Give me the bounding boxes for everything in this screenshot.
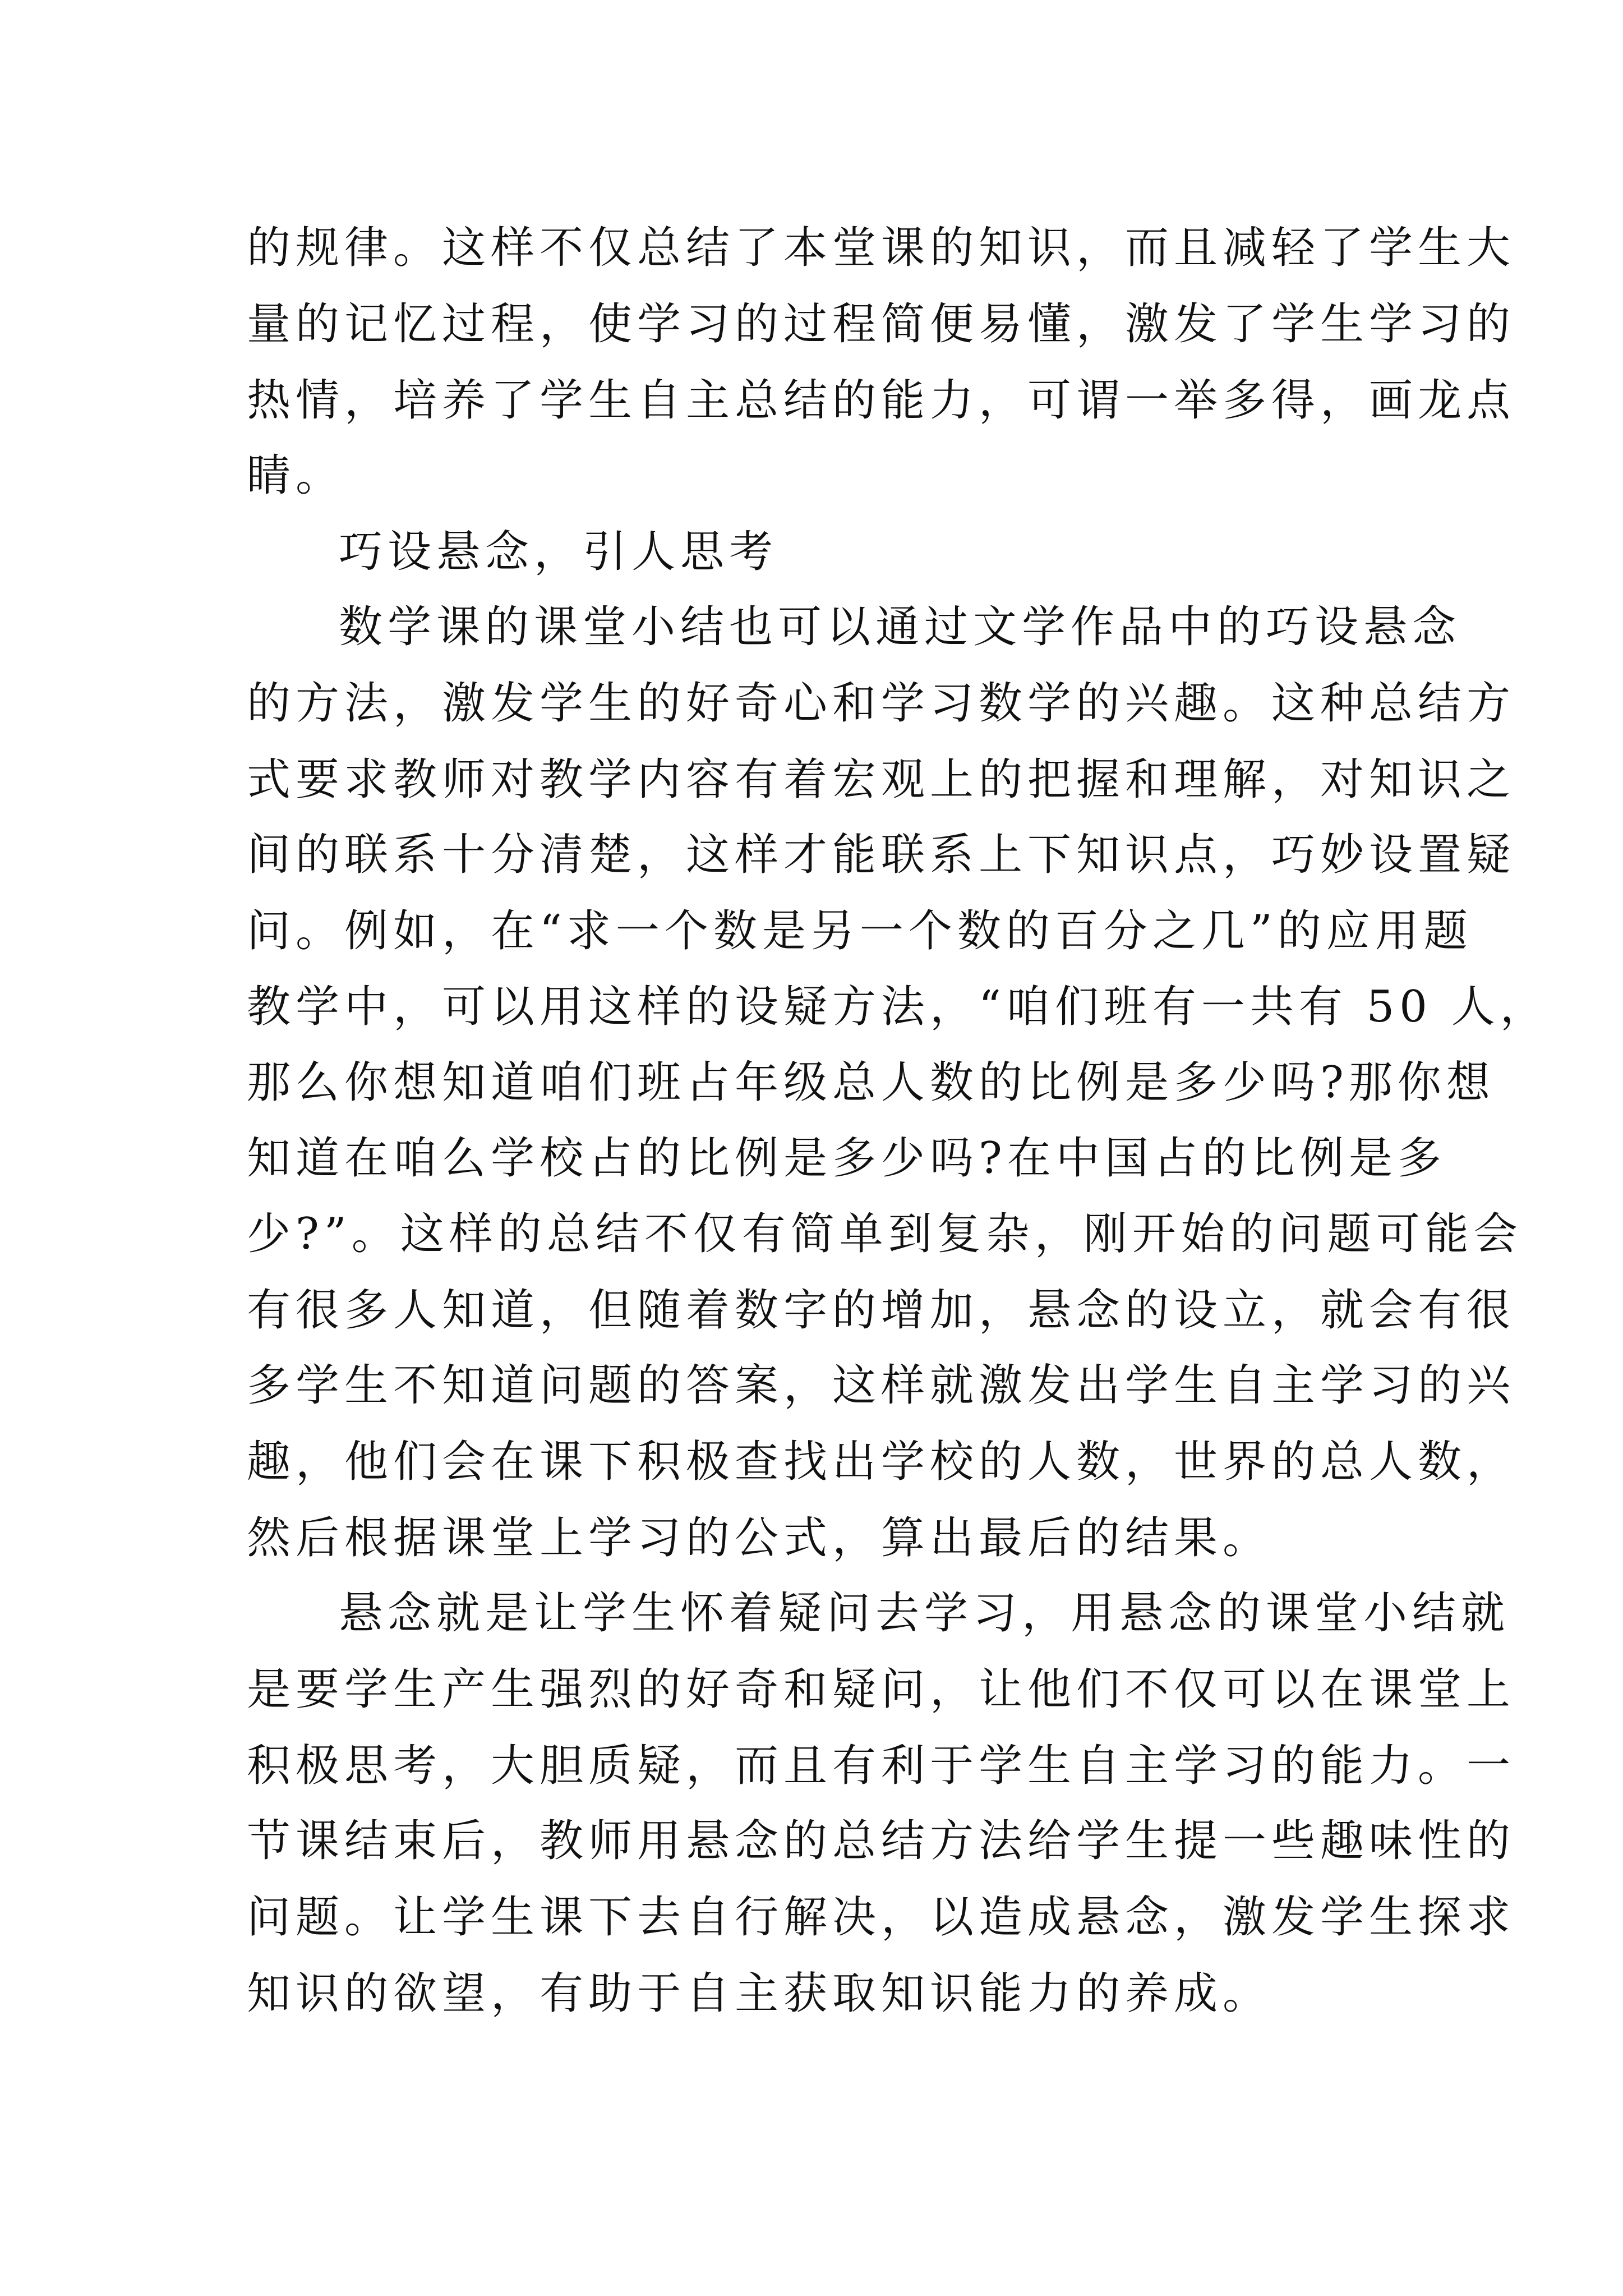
- text-line: 少?”。这样的总结不仅有简单到复杂，刚开始的问题可能会: [247, 1209, 1523, 1259]
- text-line: 积极思考，大胆质疑，而且有利于学生自主学习的能力。一: [247, 1741, 1516, 1791]
- text-line: 问题。让学生课下去自行解决，以造成悬念，激发学生探求: [247, 1892, 1516, 1943]
- text-line: 知道在咱么学校占的比例是多少吗?在中国占的比例是多: [247, 1133, 1446, 1184]
- text-line: 趣，他们会在课下积极查找出学校的人数，世界的总人数，: [247, 1437, 1516, 1487]
- text-line: 知识的欲望，有助于自主获取知识能力的养成。: [247, 1968, 1272, 2019]
- paragraph-first-line: 数学课的课堂小结也可以通过文学作品中的巧设悬念: [339, 602, 1461, 652]
- text-line: 那么你想知道咱们班占年级总人数的比例是多少吗?那你想: [247, 1057, 1495, 1108]
- text-line: 热情，培养了学生自主总结的能力，可谓一举多得，画龙点: [247, 375, 1516, 426]
- text-line: 多学生不知道问题的答案，这样就激发出学生自主学习的兴: [247, 1360, 1516, 1411]
- text-line: 式要求教师对教学内容有着宏观上的把握和理解，对知识之: [247, 754, 1516, 805]
- text-line: 节课结束后，教师用悬念的总结方法给学生提一些趣味性的: [247, 1816, 1516, 1866]
- text-line: 有很多人知道，但随着数字的增加，悬念的设立，就会有很: [247, 1285, 1516, 1336]
- text-line: 的方法，激发学生的好奇心和学习数学的兴趣。这种总结方: [247, 678, 1516, 729]
- text-line: 是要学生产生强烈的好奇和疑问，让他们不仅可以在课堂上: [247, 1664, 1516, 1715]
- text-line: 的规律。这样不仅总结了本堂课的知识，而且减轻了学生大: [247, 223, 1516, 273]
- text-line: 睛。: [247, 450, 345, 501]
- text-line: 教学中，可以用这样的设疑方法，“咱们班有一共有 50 人，: [247, 982, 1549, 1032]
- text-line: 问。例如，在“求一个数是另一个数的百分之几”的应用题: [247, 906, 1473, 956]
- text-line: 间的联系十分清楚，这样才能联系上下知识点，巧妙设置疑: [247, 830, 1516, 880]
- section-heading: 巧设悬念，引人思考: [339, 527, 778, 577]
- text-line: 量的记忆过程，使学习的过程简便易懂，激发了学生学习的: [247, 299, 1516, 349]
- text-line: 然后根据课堂上学习的公式，算出最后的结果。: [247, 1513, 1272, 1563]
- paragraph-first-line: 悬念就是让学生怀着疑问去学习，用悬念的课堂小结就: [339, 1588, 1510, 1639]
